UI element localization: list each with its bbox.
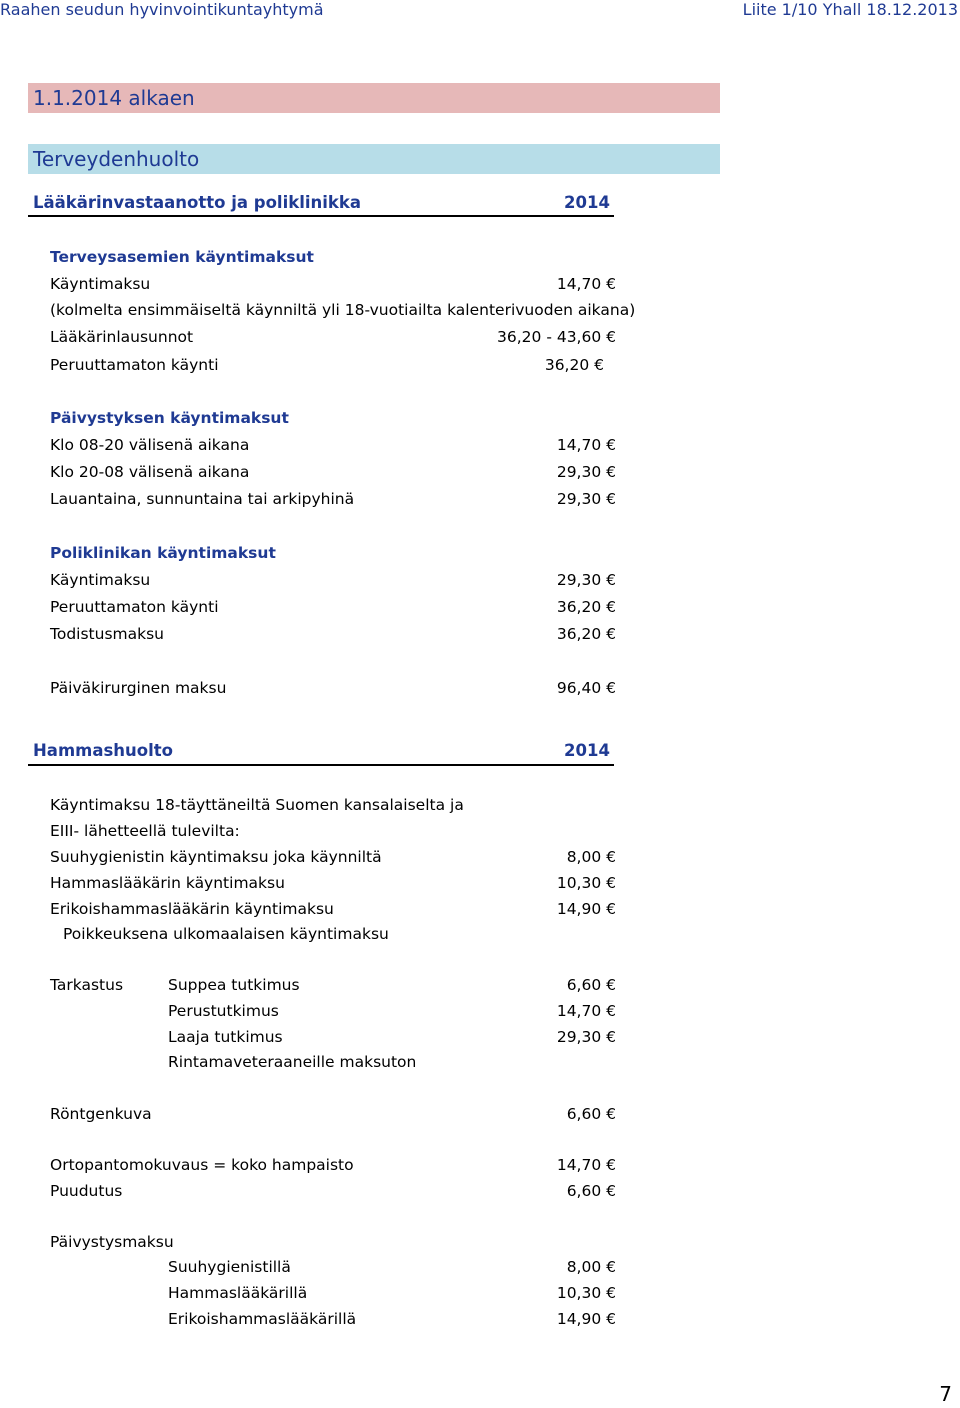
section-divider [28,215,614,217]
row-group-label: Päivystysmaksu [50,1233,174,1251]
row-value: 36,20 - 43,60 € [497,328,616,346]
row-label: Peruuttamaton käynti [50,356,219,374]
row-label: Suuhygienistillä [168,1258,291,1276]
section-year-doctor: 2014 [564,193,610,212]
row-label: Röntgenkuva [50,1105,152,1123]
row-label: Hammaslääkärillä [168,1284,308,1302]
row-label: Erikoishammaslääkärillä [168,1310,357,1328]
row-value: 29,30 € [556,571,616,589]
health-care-band: Terveydenhuolto [28,144,720,174]
row-label: Päiväkirurginen maksu [50,679,227,697]
note-text: (kolmelta ensimmäiseltä käynniltä yli 18-vuotiailta kalenterivuoden aikana) [50,301,636,319]
row-label: Suppea tutkimus [168,976,300,994]
row-value: 29,30 € [556,490,616,508]
section-title-doctor: Lääkärinvastaanotto ja poliklinikka [33,193,361,212]
row-value: 36,20 € [556,598,616,616]
subheading-emergency: Päivystyksen käyntimaksut [50,409,289,427]
row-label: Laaja tutkimus [168,1028,283,1046]
row-label: Puudutus [50,1182,123,1200]
row-value: 6,60 € [566,1182,616,1200]
row-label: Suuhygienistin käyntimaksu joka käynniltä [50,848,382,866]
row-label: Klo 08-20 välisenä aikana [50,436,250,454]
row-value: 14,70 € [556,275,616,293]
row-label: Peruuttamaton käynti [50,598,219,616]
row-value: 14,90 € [556,900,616,918]
row-label: Lääkärinlausunnot [50,328,194,346]
row-value: 14,70 € [556,1002,616,1020]
page-number: 7 [939,1382,952,1406]
date-band: 1.1.2014 alkaen [28,83,720,113]
row-label: Klo 20-08 välisenä aikana [50,463,250,481]
subheading-polyclinic: Poliklinikan käyntimaksut [50,544,276,562]
row-value: 6,60 € [566,1105,616,1123]
row-value: 14,70 € [556,1156,616,1174]
intro-text: Käyntimaksu 18-täyttäneiltä Suomen kansalaiselta ja [50,796,464,814]
row-label: Käyntimaksu [50,571,151,589]
row-value: 6,60 € [566,976,616,994]
section-title-dental: Hammashuolto [33,741,173,760]
row-value: 36,20 € [556,625,616,643]
row-value: 29,30 € [556,1028,616,1046]
row-value: 36,20 € [544,356,604,374]
row-value: 14,90 € [556,1310,616,1328]
row-label: Käyntimaksu [50,275,151,293]
row-value: 96,40 € [556,679,616,697]
exception-note: Poikkeuksena ulkomaalaisen käyntimaksu [63,925,389,943]
row-label: Perustutkimus [168,1002,279,1020]
row-value: 10,30 € [556,874,616,892]
subheading-health-station: Terveysasemien käyntimaksut [50,248,314,266]
row-group-label: Tarkastus [50,976,124,994]
row-value: 10,30 € [556,1284,616,1302]
row-label: Rintamaveteraaneille maksuton [168,1053,417,1071]
row-label: Lauantaina, sunnuntaina tai arkipyhinä [50,490,355,508]
row-value: 8,00 € [566,1258,616,1276]
row-value: 29,30 € [556,463,616,481]
row-value: 8,00 € [566,848,616,866]
document-header-left: Raahen seudun hyvinvointikuntayhtymä [0,0,324,19]
section-divider [28,764,614,766]
row-label: Ortopantomokuvaus = koko hampaisto [50,1156,354,1174]
row-value: 14,70 € [556,436,616,454]
section-year-dental: 2014 [564,741,610,760]
intro-text: EIII- lähetteellä tulevilta: [50,822,240,840]
document-header-right: Liite 1/10 Yhall 18.12.2013 [742,0,958,19]
row-label: Todistusmaksu [50,625,164,643]
row-label: Hammaslääkärin käyntimaksu [50,874,285,892]
row-label: Erikoishammaslääkärin käyntimaksu [50,900,334,918]
